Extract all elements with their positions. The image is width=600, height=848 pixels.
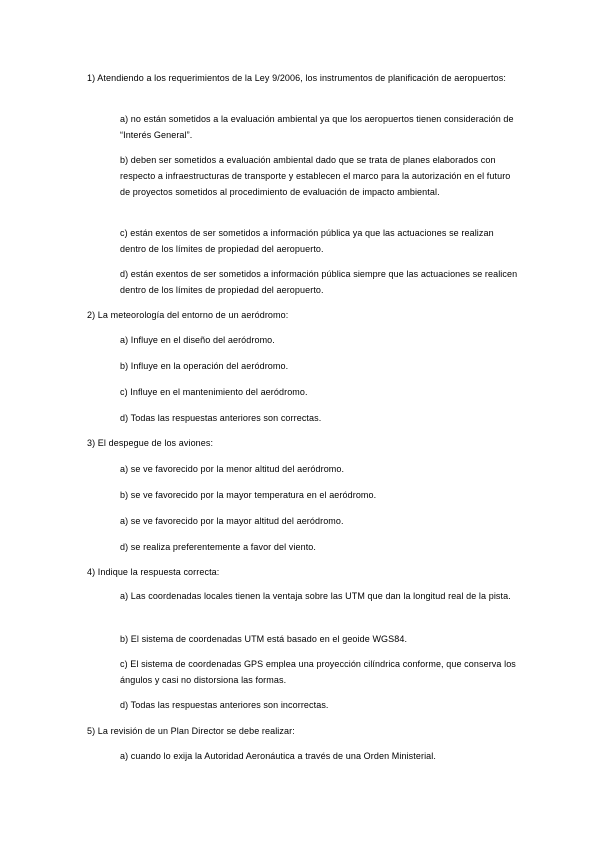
question-1-option-c: c) están exentos de ser sometidos a información pública ya que las actuaciones se realizan dentro de los límites de propiedad del aeropuerto.: [120, 228, 494, 254]
question-4-option-a: a) Las coordenadas locales tienen la ventaja sobre las UTM que dan la longitud real de la pista.: [120, 591, 511, 601]
question-3-option-a: a) se ve favorecido por la menor altitud del aeródromo.: [120, 464, 345, 474]
question-1-option-d: d) están exentos de ser sometidos a información pública siempre que las actuaciones se realicen dentro de los límites de propiedad del aeropuerto.: [120, 269, 518, 295]
question-4-option-b: b) El sistema de coordenadas UTM está basado en el geoide WGS84.: [120, 634, 408, 644]
question-3-option-b: b) se ve favorecido por la mayor temperatura en el aeródromo.: [120, 490, 377, 500]
question-3-option-d: d) se realiza preferentemente a favor del viento.: [120, 542, 317, 552]
question-2: 2) La meteorología del entorno de un aeródromo:: [87, 310, 289, 320]
question-3-option-a2: a) se ve favorecido por la mayor altitud del aeródromo.: [120, 516, 344, 526]
question-5-option-a: a) cuando lo exija la Autoridad Aeronáutica a través de una Orden Ministerial.: [120, 751, 436, 761]
question-2-option-c: c) Influye en el mantenimiento del aeródromo.: [120, 387, 308, 397]
question-2-option-a: a) Influye en el diseño del aeródromo.: [120, 335, 275, 345]
question-2-option-b: b) Influye en la operación del aeródromo.: [120, 361, 289, 371]
question-2-option-d: d) Todas las respuestas anteriores son correctas.: [120, 413, 322, 423]
question-1: 1) Atendiendo a los requerimientos de la Ley 9/2006, los instrumentos de planificación de aeropuertos:: [87, 73, 506, 83]
question-1-option-a: a) no están sometidos a la evaluación ambiental ya que los aeropuertos tienen consideración de “Interés General”.: [120, 114, 514, 140]
question-4-option-c: c) El sistema de coordenadas GPS emplea una proyección cilíndrica conforme, que conserva los ángulos y casi no distorsiona las formas.: [120, 659, 516, 685]
question-4: 4) Indique la respuesta correcta:: [87, 567, 220, 577]
question-4-option-d: d) Todas las respuestas anteriores son incorrectas.: [120, 700, 329, 710]
question-3: 3) El despegue de los aviones:: [87, 438, 214, 448]
question-1-option-b: b) deben ser sometidos a evaluación ambiental dado que se trata de planes elaborados con respecto a infraestructuras de transporte y establecen el marco para la autorización en el futuro de proyectos sometidos al procedimiento de evaluación de impacto ambiental.: [120, 155, 511, 197]
question-5: 5) La revisión de un Plan Director se debe realizar:: [87, 726, 295, 736]
